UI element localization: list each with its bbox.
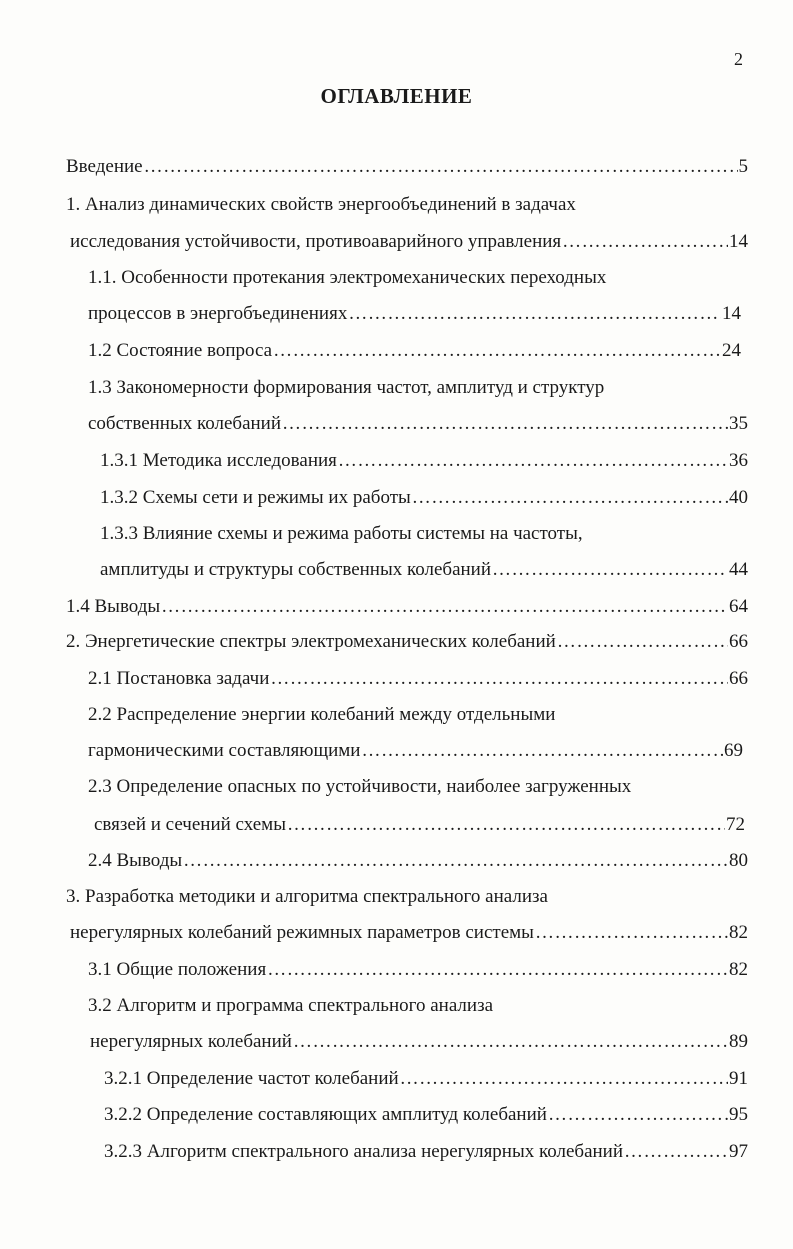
toc-entry-page: 97 bbox=[729, 1141, 748, 1162]
toc-entry-1-3-2 bbox=[100, 486, 748, 510]
toc-entry-text: процессов в энергобъединениях bbox=[88, 303, 348, 324]
toc-entry-text: исследования устойчивости, противоаварийного управления bbox=[70, 231, 562, 252]
dot-leader bbox=[412, 486, 728, 510]
toc-entry-2 bbox=[66, 630, 748, 654]
dot-leader bbox=[287, 813, 725, 837]
toc-entry-text: собственных колебаний bbox=[88, 413, 282, 434]
toc-entry-text: нерегулярных колебаний режимных параметров системы bbox=[70, 922, 534, 943]
toc-entry-page: 14 bbox=[722, 303, 741, 324]
toc-entry-page: 91 bbox=[729, 1068, 748, 1089]
toc-entry-page: 72 bbox=[726, 814, 745, 835]
toc-entry-line1: 1.3.3 Влияние схемы и режима работы системы на частоты, bbox=[100, 523, 583, 544]
toc-entry-text: 1.2 Состояние вопроса bbox=[88, 340, 273, 361]
toc-entry-text: 1.3.1 Методика исследования bbox=[100, 450, 337, 471]
dot-leader bbox=[548, 1103, 728, 1127]
toc-entry-line1: 1. Анализ динамических свойств энергообъединений в задачах bbox=[66, 194, 576, 215]
toc-entry-intro bbox=[66, 155, 748, 179]
toc-entry-page: 64 bbox=[729, 596, 748, 617]
toc-entry-line1: 2.2 Распределение энергии колебаний между отдельными bbox=[88, 704, 556, 725]
toc-entry-text: 1.3.2 Схемы сети и режимы их работы bbox=[100, 487, 411, 508]
toc-entry-text: 3.2.2 Определение составляющих амплитуд колебаний bbox=[104, 1104, 547, 1125]
toc-entry-page: 36 bbox=[729, 450, 748, 471]
toc-title: ОГЛАВЛЕНИЕ bbox=[320, 84, 473, 108]
toc-entry-line1: 2.3 Определение опасных по устойчивости, наиболее загруженных bbox=[88, 776, 632, 797]
dot-leader bbox=[624, 1140, 728, 1164]
toc-entry-3-2-3 bbox=[104, 1140, 748, 1164]
toc-entry-2-2 bbox=[88, 739, 743, 763]
dot-leader bbox=[282, 412, 728, 436]
toc-entry-text: 3.1 Общие положения bbox=[88, 959, 267, 980]
toc-entry-3-1 bbox=[88, 958, 748, 982]
dot-leader bbox=[183, 849, 728, 873]
toc-entry-1-3 bbox=[88, 412, 748, 436]
dot-leader bbox=[348, 302, 721, 326]
toc-entry-3-2-1 bbox=[104, 1067, 748, 1091]
toc-entry-2-1 bbox=[88, 667, 748, 691]
toc-entry-page: 44 bbox=[729, 559, 748, 580]
toc-entry-3-2 bbox=[90, 1030, 748, 1054]
toc-entry-1-3-3 bbox=[100, 558, 748, 582]
dot-leader bbox=[161, 595, 728, 619]
dot-leader bbox=[144, 155, 738, 179]
toc-entry-text: 3.2.3 Алгоритм спектрального анализа нерегулярных колебаний bbox=[104, 1141, 624, 1162]
toc-entry-text: 2. Энергетические спектры электромеханических колебаний bbox=[66, 631, 556, 652]
toc-entry-page: 82 bbox=[729, 959, 748, 980]
toc-entry-text: Введение bbox=[66, 156, 143, 177]
dot-leader bbox=[293, 1030, 728, 1054]
toc-entry-text: нерегулярных колебаний bbox=[90, 1031, 292, 1052]
toc-entry-line1: 1.3 Закономерности формирования частот, амплитуд и структур bbox=[88, 377, 605, 398]
toc-entry-1 bbox=[70, 230, 748, 254]
toc-entry-text: гармоническими составляющими bbox=[88, 740, 361, 761]
toc-entry-2-3 bbox=[94, 813, 745, 837]
dot-leader bbox=[338, 449, 728, 473]
page-number: 2 bbox=[734, 49, 743, 69]
toc-entry-line1: 3.2 Алгоритм и программа спектрального анализа bbox=[88, 995, 494, 1016]
toc-entry-page: 89 bbox=[729, 1031, 748, 1052]
toc-entry-2-4 bbox=[88, 849, 748, 873]
toc-entry-3-2-2 bbox=[104, 1103, 748, 1127]
dot-leader bbox=[535, 921, 728, 945]
toc-entry-page: 80 bbox=[729, 850, 748, 871]
toc-entry-1-2 bbox=[88, 339, 741, 363]
toc-entry-text: связей и сечений схемы bbox=[94, 814, 286, 835]
dot-leader bbox=[492, 558, 728, 582]
toc-entry-text: 2.4 Выводы bbox=[88, 850, 183, 871]
toc-entry-page: 95 bbox=[729, 1104, 748, 1125]
dot-leader bbox=[273, 339, 721, 363]
dot-leader bbox=[361, 739, 723, 763]
toc-entry-page: 14 bbox=[729, 231, 748, 252]
dot-leader bbox=[270, 667, 728, 691]
toc-entry-page: 66 bbox=[729, 668, 748, 689]
toc-entry-text: 3.2.1 Определение частот колебаний bbox=[104, 1068, 399, 1089]
toc-entry-3 bbox=[70, 921, 748, 945]
toc-entry-page: 69 bbox=[724, 740, 743, 761]
toc-entry-page: 24 bbox=[722, 340, 741, 361]
toc-entry-1-1 bbox=[88, 302, 741, 326]
toc-entry-line1: 1.1. Особенности протекания электромеханических переходных bbox=[88, 267, 607, 288]
dot-leader bbox=[557, 630, 728, 654]
toc-entry-page: 40 bbox=[729, 487, 748, 508]
toc-entry-1-3-1 bbox=[100, 449, 748, 473]
toc-entry-line1: 3. Разработка методики и алгоритма спектрального анализа bbox=[66, 886, 548, 907]
toc-entry-page: 66 bbox=[729, 631, 748, 652]
dot-leader bbox=[562, 230, 728, 254]
toc-entry-text: 2.1 Постановка задачи bbox=[88, 668, 270, 689]
toc-entry-text: амплитуды и структуры собственных колебаний bbox=[100, 559, 492, 580]
toc-entry-1-4 bbox=[66, 595, 748, 619]
toc-entry-page: 5 bbox=[738, 156, 748, 177]
toc-entry-text: 1.4 Выводы bbox=[66, 596, 161, 617]
toc-entry-page: 35 bbox=[729, 413, 748, 434]
dot-leader bbox=[400, 1067, 728, 1091]
toc-entry-page: 82 bbox=[729, 922, 748, 943]
dot-leader bbox=[267, 958, 728, 982]
